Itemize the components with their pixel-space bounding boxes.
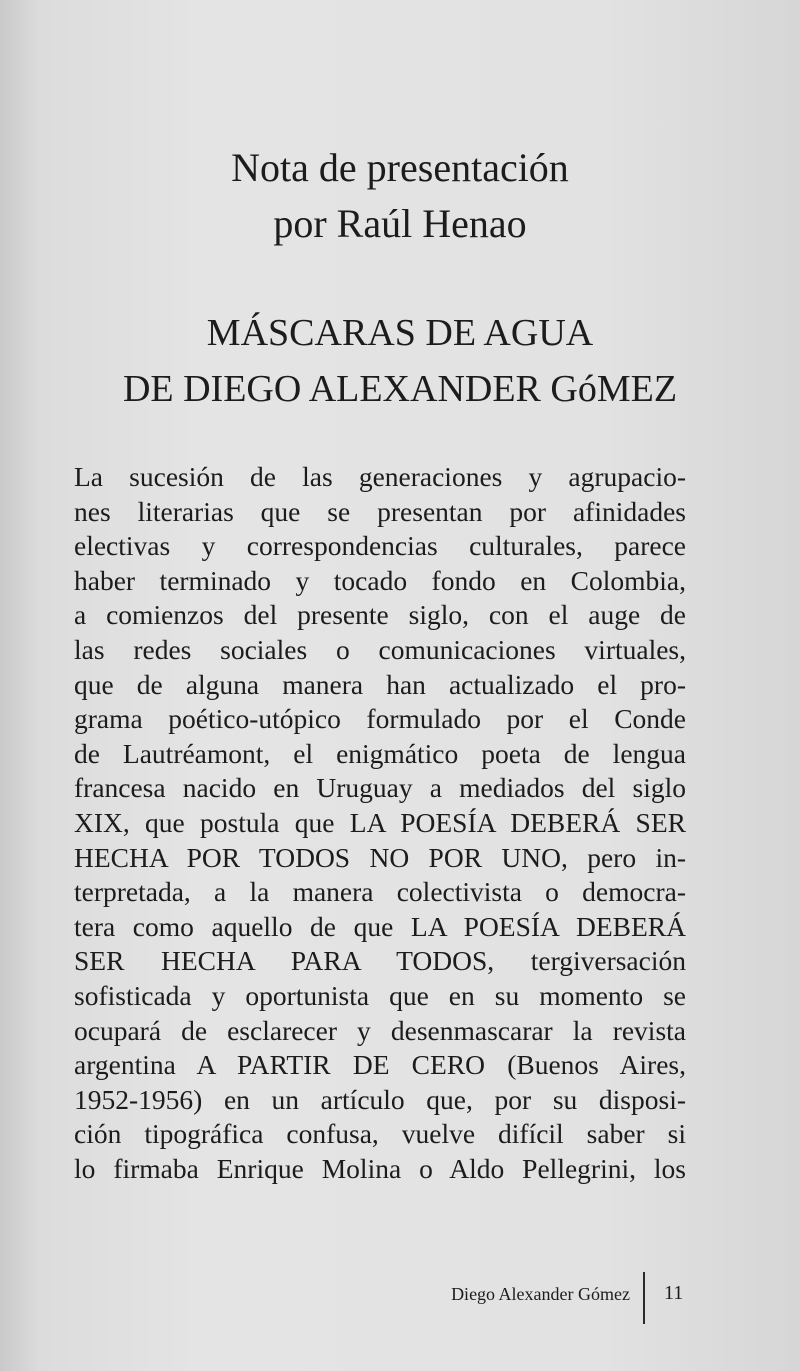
subheading-line-1: MÁSCARAS DE AGUA [206,312,594,354]
body-line: haber terminado y tocado fondo en Colombia, [74,564,686,596]
body-line: electivas y correspondencias culturales, parece [74,530,686,562]
body-line: sofisticada y oportunista que en su momento se [74,979,686,1011]
body-line: SER HECHA PARA TODOS, tergiversación [74,945,686,977]
body-line: a comienzos del presente siglo, con el auge de [74,599,686,631]
page-number: 11 [664,1282,684,1304]
body-line: de Lautréamont, el enigmático poeta de lengua [74,737,686,769]
heading-line-1: Nota de presentación [231,145,569,190]
body-paragraph [74,460,686,1186]
presentation-heading [0,140,800,252]
heading-line-2: por Raúl Henao [273,201,527,246]
body-line: 1952-1956) en un artículo que, por su disposi- [74,1083,686,1115]
body-line: argentina A PARTIR DE CERO (Buenos Aires, [74,1049,686,1081]
body-line: ción tipográfica confusa, vuelve difícil saber si [74,1118,686,1150]
page-footer [0,1280,800,1320]
subheading-line-2: DE DIEGO ALEXANDER GóMEZ [122,368,678,410]
body-line: francesa nacido en Uruguay a mediados del siglo [74,772,686,804]
body-line: nes literarias que se presentan por afinidades [74,495,686,527]
body-line: XIX, que postula que LA POESÍA DEBERÁ SER [74,806,686,838]
body-line: que de alguna manera han actualizado el pro- [74,668,686,700]
body-line: tera como aquello de que LA POESÍA DEBERÁ [74,910,686,942]
footer-divider [643,1272,645,1324]
body-line: las redes sociales o comunicaciones virtuales, [74,633,686,665]
running-footer-author: Diego Alexander Gómez [451,1284,630,1304]
book-title-heading [0,305,800,417]
body-line: La sucesión de las generaciones y agrupacio- [74,461,686,492]
body-line: HECHA POR TODOS NO POR UNO, pero in- [74,841,686,873]
body-line: grama poético-utópico formulado por el Conde [74,703,686,735]
body-line: terpretada, a la manera colectivista o democra- [74,876,686,908]
body-line: ocupará de esclarecer y desenmascarar la revista [74,1014,686,1046]
body-line: lo firmaba Enrique Molina o Aldo Pellegrini, los [74,1152,686,1184]
